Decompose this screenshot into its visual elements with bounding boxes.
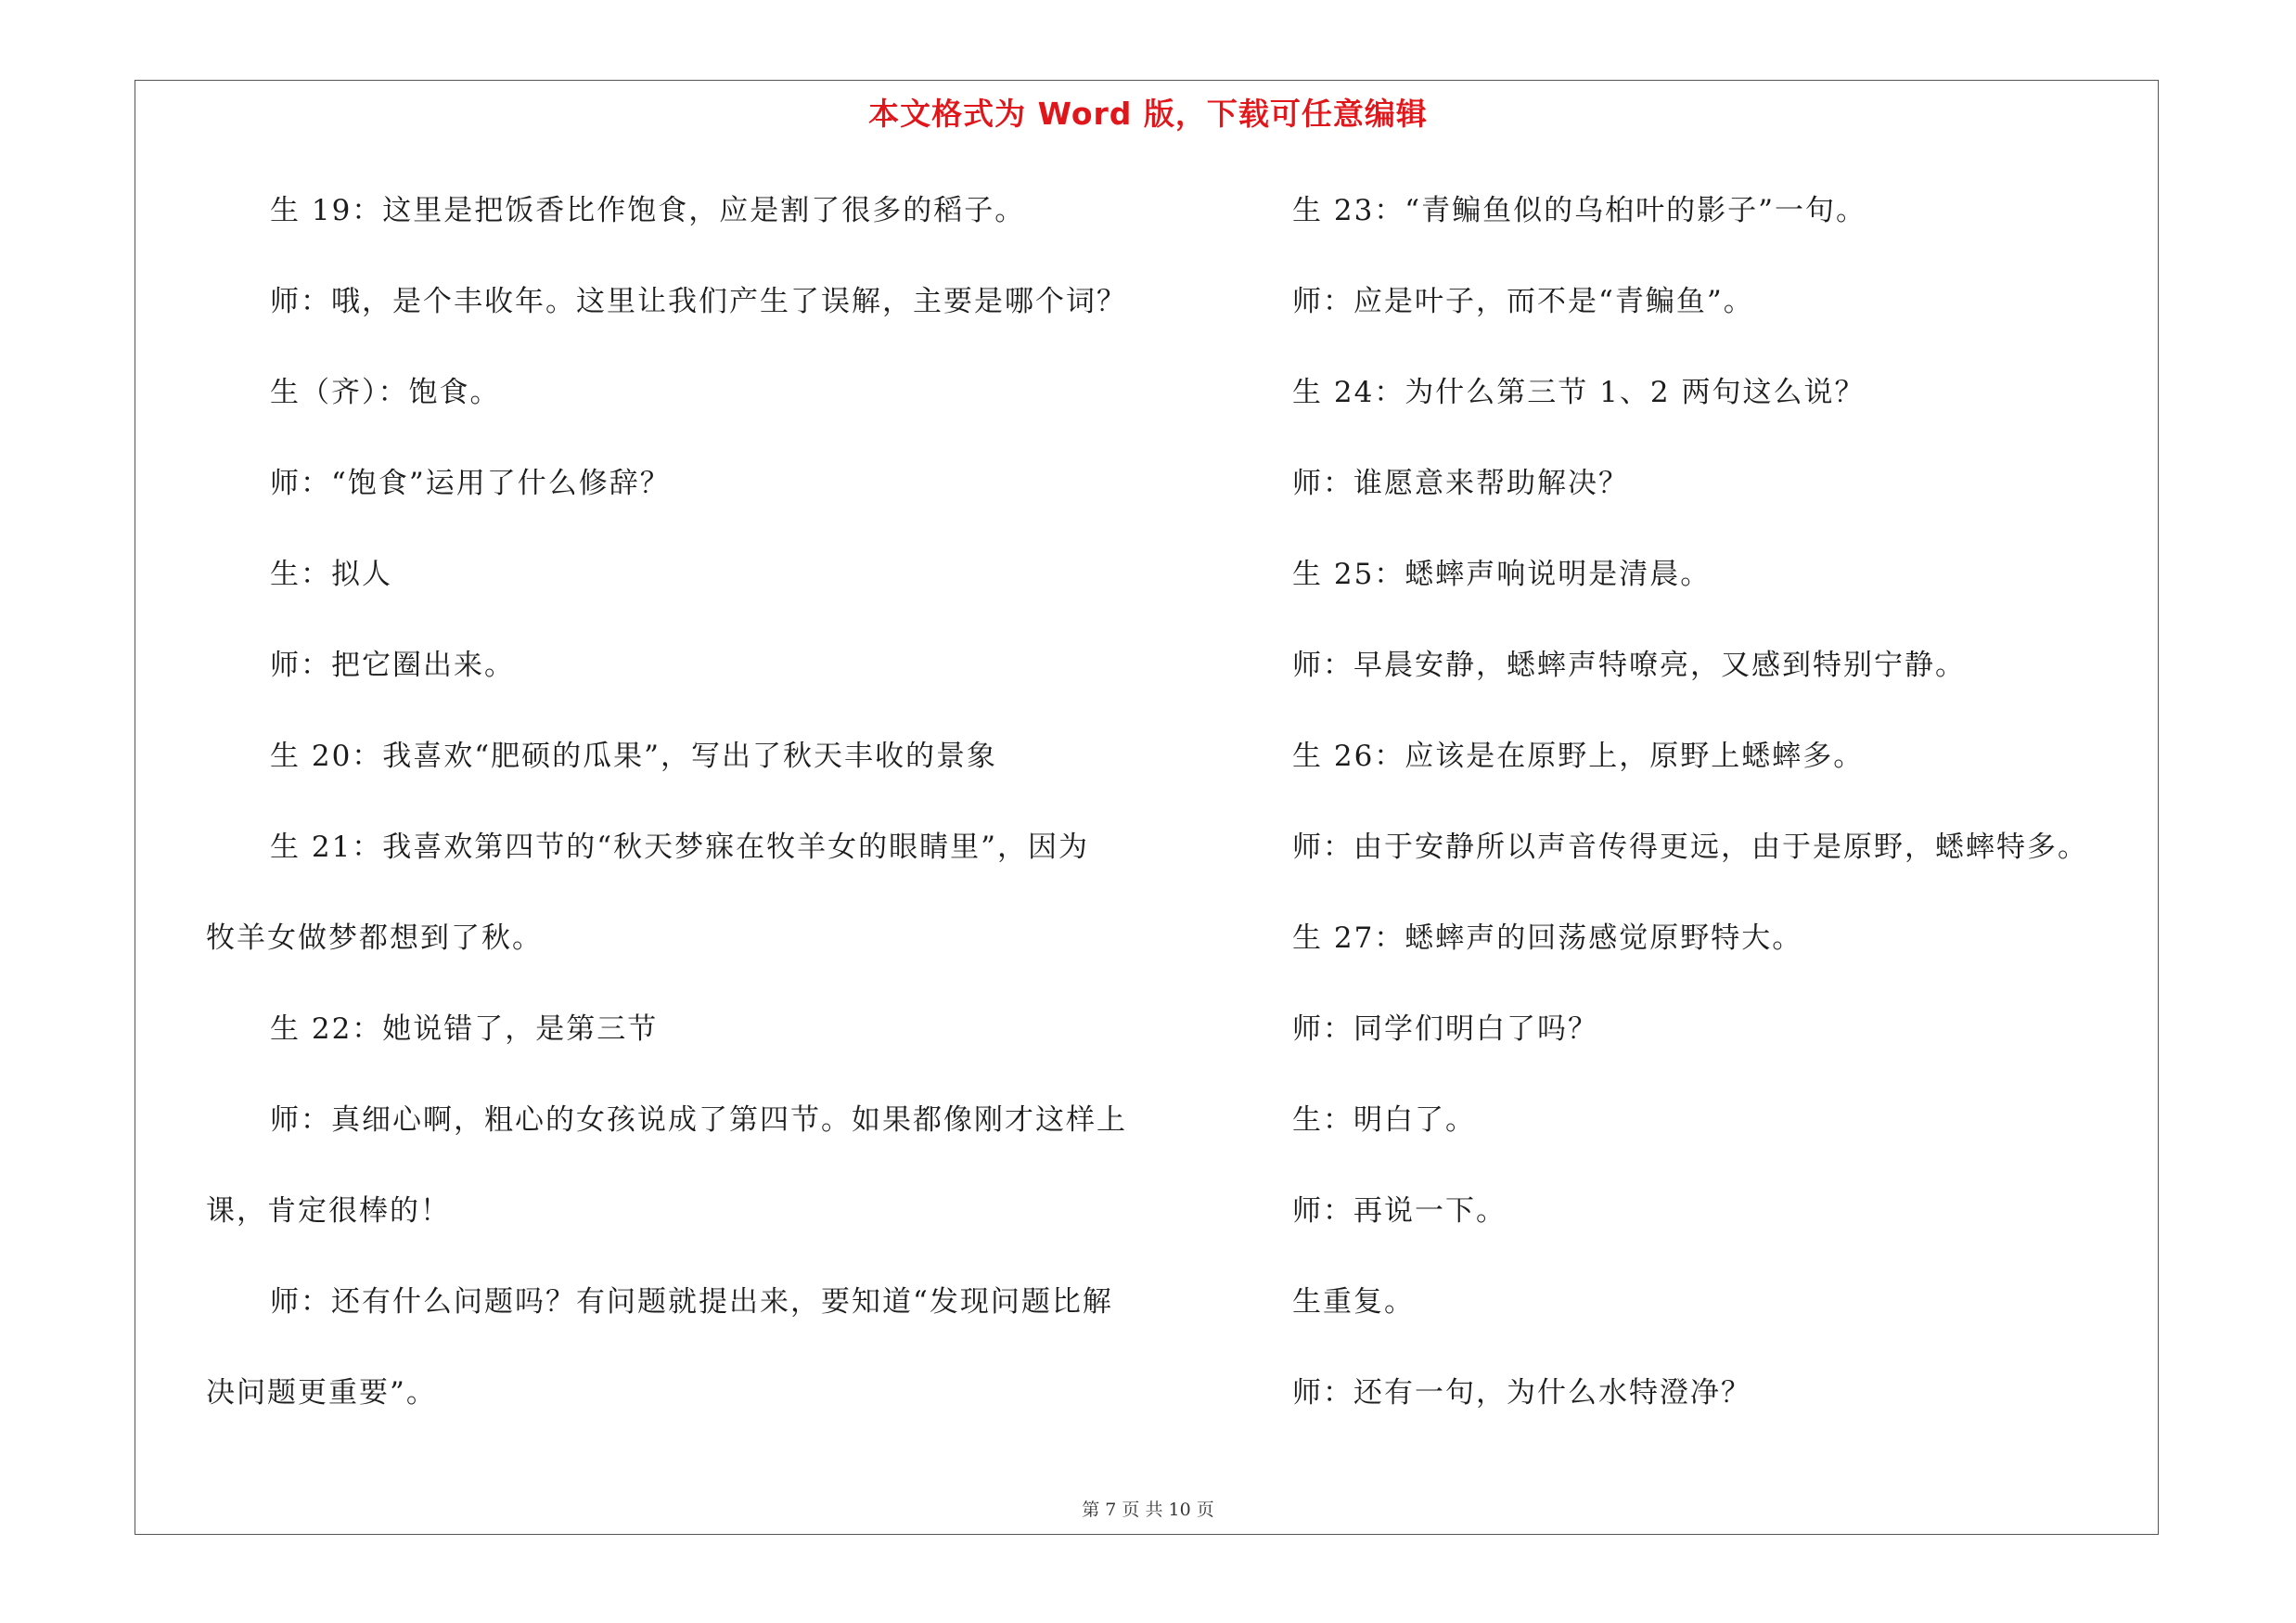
left-line: 生 22：她说错了，是第三节 bbox=[270, 1012, 659, 1046]
right-line: 师：同学们明白了吗？ bbox=[1292, 1012, 1598, 1046]
left-line: 生：拟人 bbox=[270, 558, 392, 591]
right-line: 师：应是叶子，而不是“青鳊鱼”。 bbox=[1292, 285, 1754, 318]
right-line: 师：再说一下。 bbox=[1292, 1194, 1507, 1228]
right-line: 生 25：蟋蟀声响说明是清晨。 bbox=[1292, 558, 1712, 591]
right-line: 生重复。 bbox=[1292, 1285, 1415, 1319]
left-line: 决问题更重要”。 bbox=[206, 1376, 437, 1410]
right-line: 师：谁愿意来帮助解决？ bbox=[1292, 467, 1629, 500]
right-line: 生 26：应该是在原野上，原野上蟋蟀多。 bbox=[1292, 740, 1865, 773]
left-line: 师：真细心啊，粗心的女孩说成了第四节。如果都像刚才这样上 bbox=[270, 1103, 1127, 1137]
right-line: 师：早晨安静，蟋蟀声特嘹亮，又感到特别宁静。 bbox=[1292, 649, 1966, 682]
left-line: 生 21：我喜欢第四节的“秋天梦寐在牧羊女的眼睛里”，因为 bbox=[270, 831, 1089, 864]
left-line: 生 20：我喜欢“肥硕的瓜果”，写出了秋天丰收的景象 bbox=[270, 740, 997, 773]
header-banner: 本文格式为 Word 版，下载可任意编辑 bbox=[868, 96, 1428, 132]
left-line: 生 19：这里是把饭香比作饱食，应是割了很多的稻子。 bbox=[270, 194, 1026, 227]
right-line: 生 23：“青鳊鱼似的乌桕叶的影子”一句。 bbox=[1292, 194, 1866, 227]
left-line: 师：哦，是个丰收年。这里让我们产生了误解，主要是哪个词？ bbox=[270, 285, 1127, 318]
page-number: 第 7 页 共 10 页 bbox=[1082, 1500, 1214, 1520]
left-line: 师：“饱食”运用了什么修辞？ bbox=[270, 467, 671, 500]
left-line: 课，肯定很棒的！ bbox=[206, 1194, 451, 1228]
right-line: 生 27：蟋蟀声的回荡感觉原野特大。 bbox=[1292, 921, 1803, 955]
right-line: 生：明白了。 bbox=[1292, 1103, 1476, 1137]
right-line: 生 24：为什么第三节 1、2 两句这么说？ bbox=[1292, 376, 1866, 409]
left-line: 师：把它圈出来。 bbox=[270, 649, 515, 682]
left-line: 师：还有什么问题吗？有问题就提出来，要知道“发现问题比解 bbox=[270, 1285, 1113, 1319]
right-line: 师：还有一句，为什么水特澄净？ bbox=[1292, 1376, 1751, 1410]
right-line: 师：由于安静所以声音传得更远，由于是原野，蟋蟀特多。 bbox=[1292, 831, 2088, 864]
left-line: 生（齐）：饱食。 bbox=[270, 376, 501, 409]
left-line: 牧羊女做梦都想到了秋。 bbox=[206, 921, 543, 955]
